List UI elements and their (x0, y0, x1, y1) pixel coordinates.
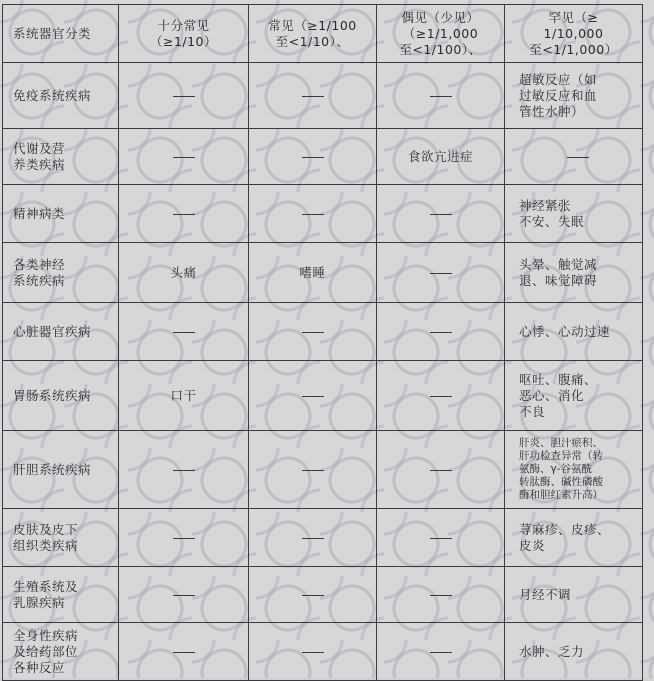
uncommon-cell (377, 243, 505, 303)
dash-mark (430, 214, 452, 215)
adverse-reaction-table (2, 4, 643, 681)
uncommon-cell (377, 361, 505, 431)
organ-class-cell: 各类神经 系统疾病 (3, 243, 119, 303)
rare-cell (505, 129, 643, 185)
uncommon-cell (377, 431, 505, 509)
common-cell (249, 361, 377, 431)
table-row (3, 63, 643, 129)
table-row (3, 509, 643, 567)
very-common-cell: 头痛 (119, 243, 249, 303)
organ-class-cell: 心脏器官疾病 (3, 303, 119, 361)
very-common-cell (119, 303, 249, 361)
rare-cell: 头晕、触觉减 退、味觉障碍 (505, 243, 643, 303)
dash-mark (302, 157, 324, 158)
header-organ-class: 系统器官分类 (3, 5, 119, 63)
common-cell: 嗜睡 (249, 243, 377, 303)
organ-class-cell: 免疫系统疾病 (3, 63, 119, 129)
dash-mark (430, 652, 452, 653)
table-row (3, 185, 643, 243)
dash-mark (173, 595, 195, 596)
common-cell (249, 509, 377, 567)
very-common-cell (119, 185, 249, 243)
uncommon-cell (377, 63, 505, 129)
common-cell (249, 63, 377, 129)
rare-cell: 神经紧张 不安、失眠 (505, 185, 643, 243)
dash-mark (430, 538, 452, 539)
very-common-cell (119, 431, 249, 509)
very-common-cell (119, 129, 249, 185)
organ-class-cell: 精神病类 (3, 185, 119, 243)
dash-mark (173, 332, 195, 333)
dash-mark (173, 470, 195, 471)
dash-mark (430, 595, 452, 596)
table-row (3, 623, 643, 681)
table-row (3, 129, 643, 185)
table-row (3, 303, 643, 361)
header-rare: 罕见（≥ 1/10,000 至<1/1,000） (505, 5, 643, 63)
dash-mark (302, 595, 324, 596)
organ-class-cell: 生殖系统及 乳腺疾病 (3, 567, 119, 623)
common-cell (249, 623, 377, 681)
uncommon-cell (377, 185, 505, 243)
dash-mark (567, 157, 589, 158)
rare-cell: 超敏反应（如 过敏反应和血 管性水肿） (505, 63, 643, 129)
rare-cell: 呕吐、腹痛、 恶心、消化 不良 (505, 361, 643, 431)
dash-mark (173, 96, 195, 97)
dash-mark (430, 332, 452, 333)
organ-class-cell: 代谢及营 养类疾病 (3, 129, 119, 185)
dash-mark (430, 470, 452, 471)
table-row (3, 361, 643, 431)
dash-mark (302, 538, 324, 539)
dash-mark (302, 332, 324, 333)
very-common-cell: 口干 (119, 361, 249, 431)
table-row (3, 431, 643, 509)
dash-mark (430, 396, 452, 397)
organ-class-cell: 胃肠系统疾病 (3, 361, 119, 431)
rare-cell: 心悸、心动过速 (505, 303, 643, 361)
uncommon-cell (377, 509, 505, 567)
dash-mark (302, 214, 324, 215)
table-body (3, 5, 643, 681)
dash-mark (173, 652, 195, 653)
common-cell (249, 303, 377, 361)
header-row (3, 5, 643, 63)
dash-mark (430, 273, 452, 274)
header-uncommon: 偶见（少见） （≥1/1,000 至<1/100）、 (377, 5, 505, 63)
uncommon-cell (377, 303, 505, 361)
dash-mark (302, 470, 324, 471)
very-common-cell (119, 567, 249, 623)
header-common: 常见（≥1/100 至<1/10）、 (249, 5, 377, 63)
uncommon-cell (377, 567, 505, 623)
uncommon-cell (377, 623, 505, 681)
dash-mark (302, 396, 324, 397)
rare-cell: 月经不调 (505, 567, 643, 623)
common-cell (249, 129, 377, 185)
organ-class-cell: 肝胆系统疾病 (3, 431, 119, 509)
rare-cell: 水肿、乏力 (505, 623, 643, 681)
very-common-cell (119, 509, 249, 567)
table-row (3, 243, 643, 303)
common-cell (249, 185, 377, 243)
very-common-cell (119, 623, 249, 681)
rare-cell: 荨麻疹、皮疹、 皮炎 (505, 509, 643, 567)
common-cell (249, 567, 377, 623)
common-cell (249, 431, 377, 509)
dash-mark (430, 96, 452, 97)
dash-mark (173, 214, 195, 215)
dash-mark (302, 652, 324, 653)
table-row (3, 567, 643, 623)
dash-mark (173, 538, 195, 539)
dash-mark (173, 157, 195, 158)
rare-cell: 肝炎、胆汁瘀积、 肝功检查异常（转 氨酶、γ-谷氨酰 转肽酶、碱性磷酸 酶和胆红素升高） (505, 431, 643, 509)
very-common-cell (119, 63, 249, 129)
organ-class-cell: 皮肤及皮下 组织类疾病 (3, 509, 119, 567)
organ-class-cell: 全身性疾病 及给药部位 各种反应 (3, 623, 119, 681)
uncommon-cell: 食欲亢进症 (377, 129, 505, 185)
header-very-common: 十分常见 （≥1/10） (119, 5, 249, 63)
dash-mark (302, 96, 324, 97)
